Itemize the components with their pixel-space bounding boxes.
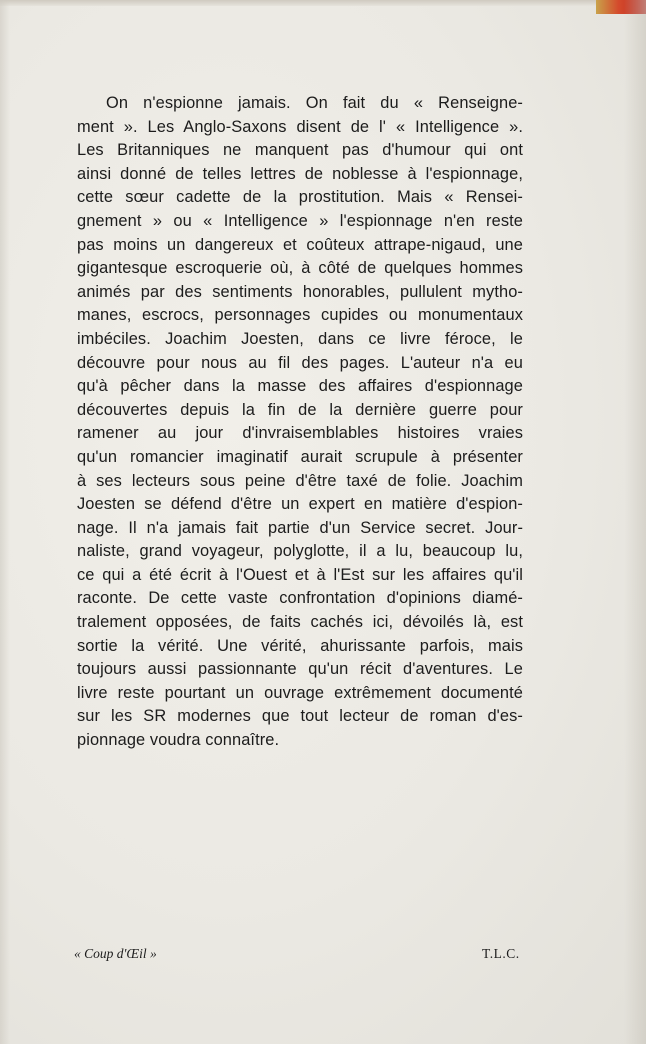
blurb-line: sortie la vérité. Une vérité, ahurissante parfois, mais bbox=[77, 636, 523, 655]
blurb-line: pionnage voudra connaître. bbox=[77, 731, 280, 750]
blurb-line: gnement » ou « Intelligence » l'espionnage n'en reste bbox=[77, 211, 523, 230]
blurb-line: ment ». Les Anglo-Saxons disent de l' « Intelligence ». bbox=[77, 117, 523, 136]
blurb-line: qu'à pêcher dans la masse des affaires d'espionnage bbox=[77, 377, 523, 396]
blurb-line: sur les SR modernes que tout lecteur de roman d'es- bbox=[77, 707, 523, 726]
blurb-line: Les Britanniques ne manquent pas d'humour qui ont bbox=[77, 141, 523, 160]
blurb-line: découvertes depuis la fin de la dernière guerre pour bbox=[77, 400, 523, 419]
blurb-line: ainsi donné de telles lettres de noblesse à l'espionnage, bbox=[77, 164, 523, 183]
blurb-line: Joesten se défend d'être un expert en matière d'espion- bbox=[77, 495, 523, 514]
blurb-line: animés par des sentiments honorables, pullulent mytho- bbox=[77, 282, 523, 301]
blurb-line: cette sœur cadette de la prostitution. Mais « Rensei- bbox=[77, 188, 523, 207]
cover-left-shadow bbox=[0, 0, 10, 1044]
blurb-line: On n'espionne jamais. On fait du « Renseigne- bbox=[106, 94, 523, 112]
blurb-line: tralement opposées, de faits cachés ici, dévoilés là, est bbox=[77, 613, 523, 632]
blurb-paragraph bbox=[77, 92, 523, 753]
blurb-line: gigantesque escroquerie où, à côté de quelques hommes bbox=[77, 259, 523, 278]
blurb-line: livre reste pourtant un ouvrage extrêmement documenté bbox=[77, 683, 523, 702]
blurb-line: manes, escrocs, personnages cupides ou monumentaux bbox=[77, 306, 523, 325]
blurb-line: pas moins un dangereux et coûteux attrape-nigaud, une bbox=[77, 235, 523, 254]
cover-top-edge bbox=[0, 0, 646, 6]
blurb-line: nage. Il n'a jamais fait partie d'un Service secret. Jour- bbox=[77, 518, 523, 537]
blurb-line: découvre pour nous au fil des pages. L'auteur n'a eu bbox=[77, 353, 523, 372]
collection-name: « Coup d'Œil » bbox=[74, 946, 157, 961]
translator-initials: T.L.C. bbox=[482, 946, 520, 961]
cover-right-shadow bbox=[624, 0, 646, 1044]
blurb-line: qu'un romancier imaginatif aurait scrupule à présenter bbox=[77, 447, 523, 466]
blurb-line: naliste, grand voyageur, polyglotte, il a lu, beaucoup lu, bbox=[77, 542, 523, 561]
blurb-line: raconte. De cette vaste confrontation d'opinions diamé- bbox=[77, 589, 523, 608]
blurb-line: ce qui a été écrit à l'Ouest et à l'Est sur les affaires qu'il bbox=[77, 565, 523, 584]
blurb-line: à ses lecteurs sous peine d'être taxé de folie. Joachim bbox=[77, 471, 523, 490]
blurb-line: toujours aussi passionnante qu'un récit d'aventures. Le bbox=[77, 660, 523, 679]
blurb-line: ramener au jour d'invraisemblables histoires vraies bbox=[77, 424, 523, 443]
blurb-line: imbéciles. Joachim Joesten, dans ce livre féroce, le bbox=[77, 329, 523, 348]
